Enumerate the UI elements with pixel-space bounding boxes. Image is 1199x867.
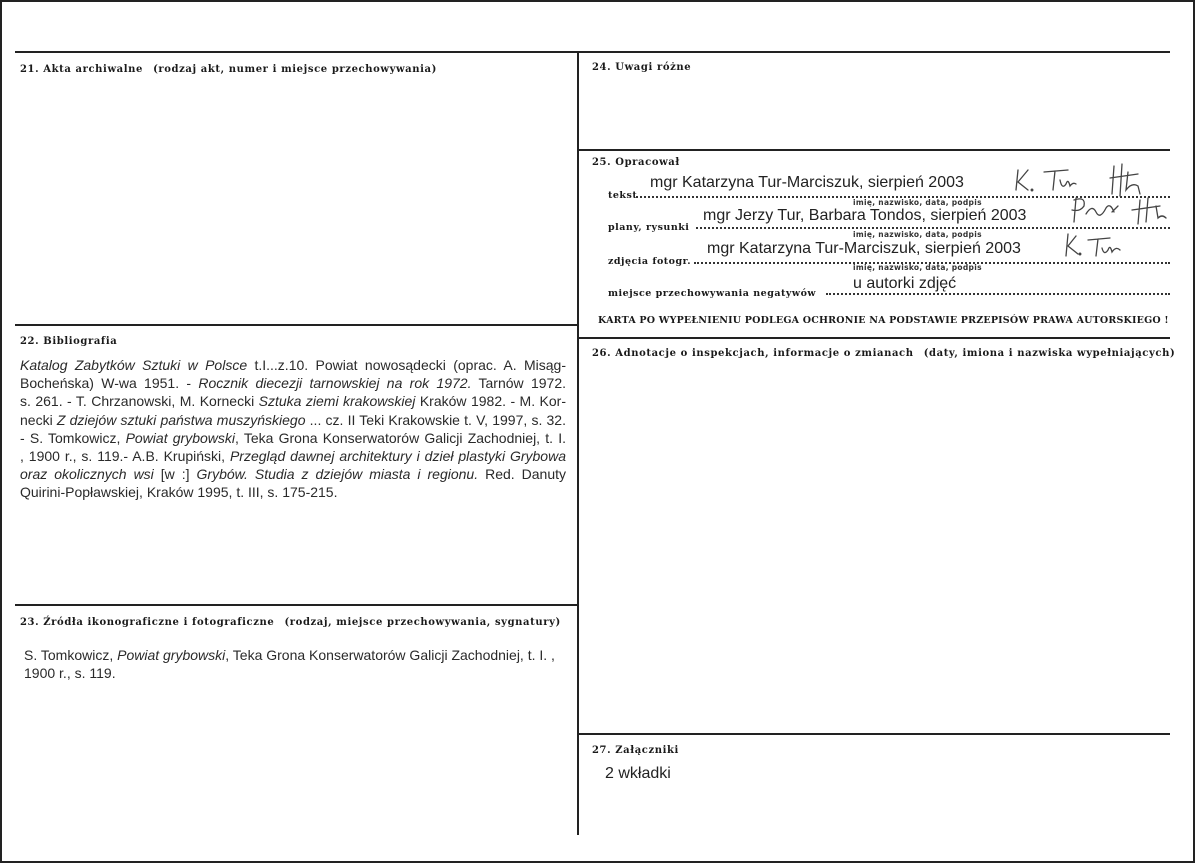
section-24-label: 24. Uwagi różne	[592, 62, 692, 73]
row-plans-value: mgr Jerzy Tur, Barbara Tondos, sierpień 2003	[703, 207, 1027, 224]
text-run: Quirini-Popławskiej, Kraków 1995, t. III, s. 175-215.	[20, 484, 338, 501]
signature-text-author	[1010, 160, 1170, 280]
text-run: [w :]	[153, 466, 197, 483]
text-run: Bocheńska) W-wa 1951. -	[20, 375, 199, 392]
section-26-label: 26. Adnotacje o inspekcjach, informacje o zmianach	[592, 348, 914, 359]
section-26-heading	[592, 348, 1175, 359]
row-negatives-value: u autorki zdjęć	[853, 275, 957, 292]
italic-run: Z dziejów sztuki państwa muszyńskiego	[56, 411, 306, 428]
text-line	[24, 646, 570, 664]
section-22-label: 22. Bibliografia	[20, 336, 118, 347]
italic-run: oraz okolicznych wsi	[20, 466, 154, 483]
text-run: t.I...z.10. Powiat nowosądecki (oprac. A. Misąg-	[247, 357, 566, 373]
text-line	[20, 465, 566, 483]
italic-run: Powiat grybowski	[117, 647, 226, 663]
row-negatives-line	[826, 293, 1170, 295]
copyright-notice: KARTA PO WYPEŁNIENIU PODLEGA OCHRONIE NA PODSTAWIE PRZEPISÓW PRAWA AUTORSKIEGO !	[598, 315, 1169, 326]
divider-21-22	[15, 324, 578, 326]
text-run: - S. Tomkowicz,	[20, 429, 126, 446]
divider-26-27	[578, 733, 1170, 735]
bibliography-text	[20, 356, 566, 502]
text-run: Kraków 1982. - M. Kor-	[415, 393, 567, 410]
divider-25-26	[578, 337, 1170, 339]
section-21-sub: (rodzaj akt, numer i miejsce przechowywania)	[153, 64, 437, 75]
text-line	[20, 374, 566, 392]
row-text-hint: imię, nazwisko, data, podpis	[853, 198, 982, 207]
text-run: s. 261. - T. Chrzanowski, M. Kornecki	[20, 393, 259, 410]
text-line	[20, 392, 566, 410]
text-run: Tarnów 1972.	[471, 375, 566, 392]
italic-run: Powiat grybowski	[125, 429, 236, 446]
iconographic-sources-text	[24, 646, 570, 682]
text-run: S. Tomkowicz,	[24, 647, 118, 663]
italic-run: Katalog Zabytków Sztuki w Polsce	[20, 357, 248, 373]
text-line	[20, 411, 566, 429]
italic-run: Przegląd dawnej architektury i dzieł plastyki Grybowa	[229, 448, 566, 465]
row-photos-value: mgr Katarzyna Tur-Marciszuk, sierpień 2003	[707, 240, 1021, 257]
row-plans-label: plany, rysunki	[608, 222, 690, 233]
attachments-value: 2 wkładki	[605, 765, 671, 782]
top-rule	[15, 51, 1170, 53]
center-rule	[577, 51, 579, 835]
italic-run: Grybów. Studia z dziejów miasta i regionu.	[196, 466, 479, 483]
divider-24-25	[578, 149, 1170, 151]
text-run: necki	[20, 411, 57, 428]
section-26-sub: (daty, imiona i nazwiska wypełniających)	[923, 348, 1176, 359]
section-27-heading	[592, 745, 679, 756]
section-27-label: 27. Załączniki	[592, 745, 679, 756]
section-22-heading	[20, 336, 117, 347]
row-photos-label: zdjęcia fotogr.	[608, 256, 692, 267]
text-line	[20, 356, 566, 374]
section-24-heading	[592, 62, 691, 73]
italic-run: Rocznik diecezji tarnowskiej na rok 1972.	[198, 375, 472, 392]
section-23-label: 23. Źródła ikonograficzne i fotograficzne	[20, 617, 275, 628]
row-plans-hint: imię, nazwisko, data, podpis	[853, 230, 982, 239]
row-photos-hint: imię, nazwisko, data, podpis	[853, 263, 982, 272]
section-21-heading	[20, 64, 437, 75]
italic-run: Sztuka ziemi krakowskiej	[258, 393, 416, 410]
section-21-label: 21. Akta archiwalne	[20, 64, 143, 75]
section-23-heading	[20, 617, 561, 628]
text-run: Red. Danuty	[478, 466, 567, 483]
text-run: , Teka Grona Konserwatorów Galicji Zachodniej, t. I.	[235, 429, 567, 446]
text-line	[20, 429, 566, 447]
row-text-value: mgr Katarzyna Tur-Marciszuk, sierpień 2003	[650, 174, 964, 191]
divider-22-23	[15, 604, 578, 606]
text-line	[20, 483, 566, 501]
section-23-sub: (rodzaj, miejsce przechowywania, sygnatury)	[284, 617, 561, 628]
text-run: 1900 r., s. 119.	[24, 665, 116, 682]
section-25-label: 25. Opracował	[592, 157, 680, 168]
section-25-heading	[592, 157, 680, 168]
text-run: , 1900 r., s. 119.- A.B. Krupiński,	[20, 448, 230, 465]
row-text-label: tekst	[608, 190, 638, 201]
text-line	[24, 664, 570, 682]
text-line	[20, 447, 566, 465]
text-run: ... cz. II Teki Krakowskie t. V, 1997, s. 32.	[305, 411, 566, 428]
text-run: , Teka Grona Konserwatorów Galicji Zachodniej, t. I. ,	[225, 647, 555, 663]
row-negatives-label: miejsce przechowywania negatywów	[608, 288, 817, 299]
